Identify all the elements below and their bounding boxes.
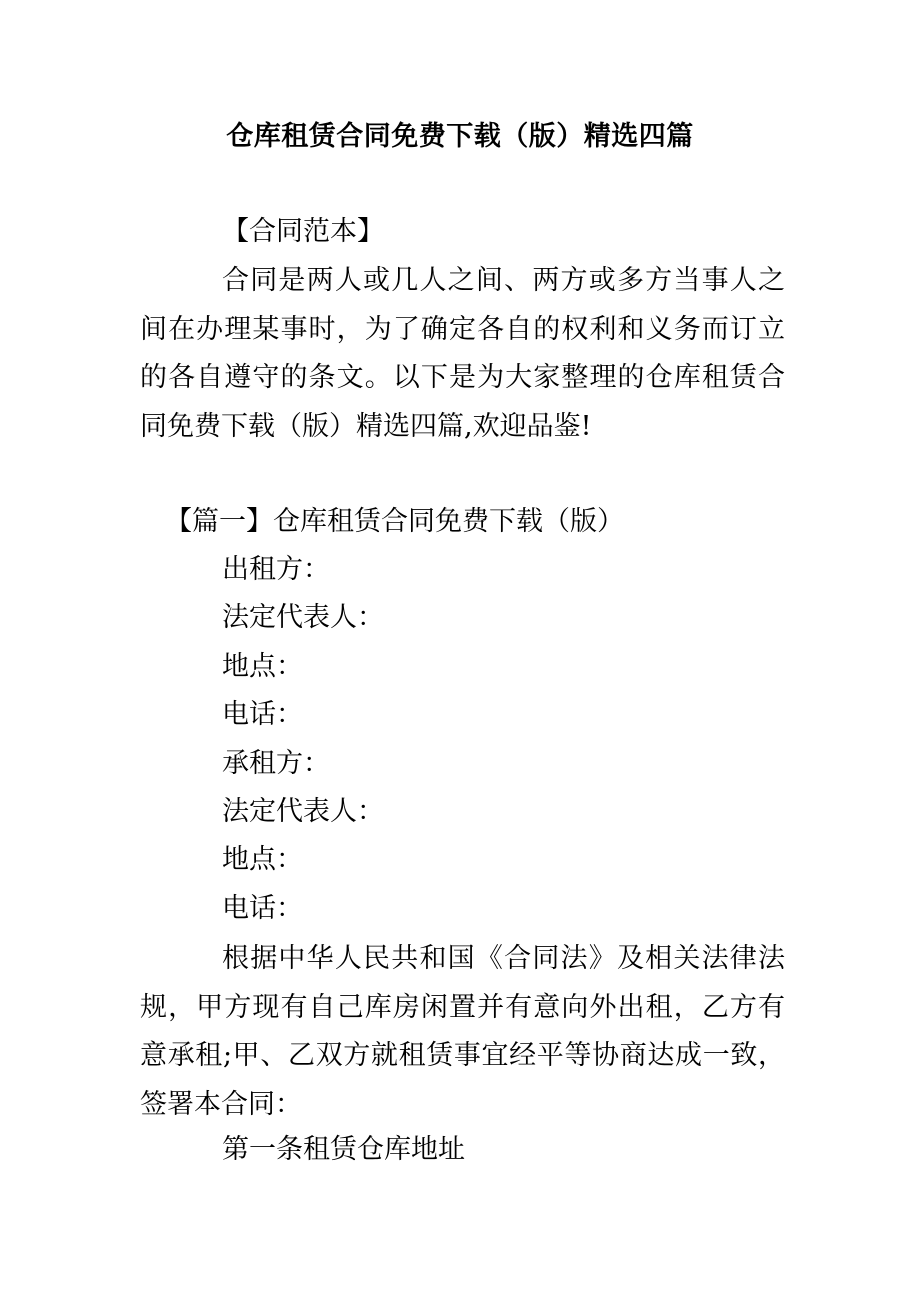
lessor-phone-label: 电话：: [222, 699, 303, 730]
part-one-heading: 【篇一】仓库租赁合同免费下载（版）: [165, 506, 624, 537]
lessee-label: 承租方：: [222, 748, 330, 779]
lessee-representative-label: 法定代表人：: [222, 796, 384, 827]
document-title: 仓库租赁合同免费下载（版）精选四篇: [226, 121, 694, 152]
section-label: 【合同范本】: [222, 216, 384, 247]
basis-paragraph: 根据中华人民共和国《合同法》及相关法律法规，甲方现有自己库房闲置并有意向外出租，乙方有意承租;甲、乙双方就租赁事宜经平等协商达成一致，签署本合同：: [140, 943, 785, 1120]
intro-paragraph: 合同是两人或几人之间、两方或多方当事人之间在办理某事时，为了确定各自的权利和义务而订立的各自遵守的条文。以下是为大家整理的仓库租赁合同免费下载（版）精选四篇,欢迎品鉴!: [140, 265, 785, 442]
article-one-heading: 第一条租赁仓库地址: [222, 1134, 465, 1165]
lessor-representative-label: 法定代表人：: [222, 602, 384, 633]
lessee-address-label: 地点：: [222, 844, 303, 875]
lessor-address-label: 地点：: [222, 651, 303, 682]
lessor-label: 出租方：: [222, 554, 330, 585]
lessee-phone-label: 电话：: [222, 893, 303, 924]
